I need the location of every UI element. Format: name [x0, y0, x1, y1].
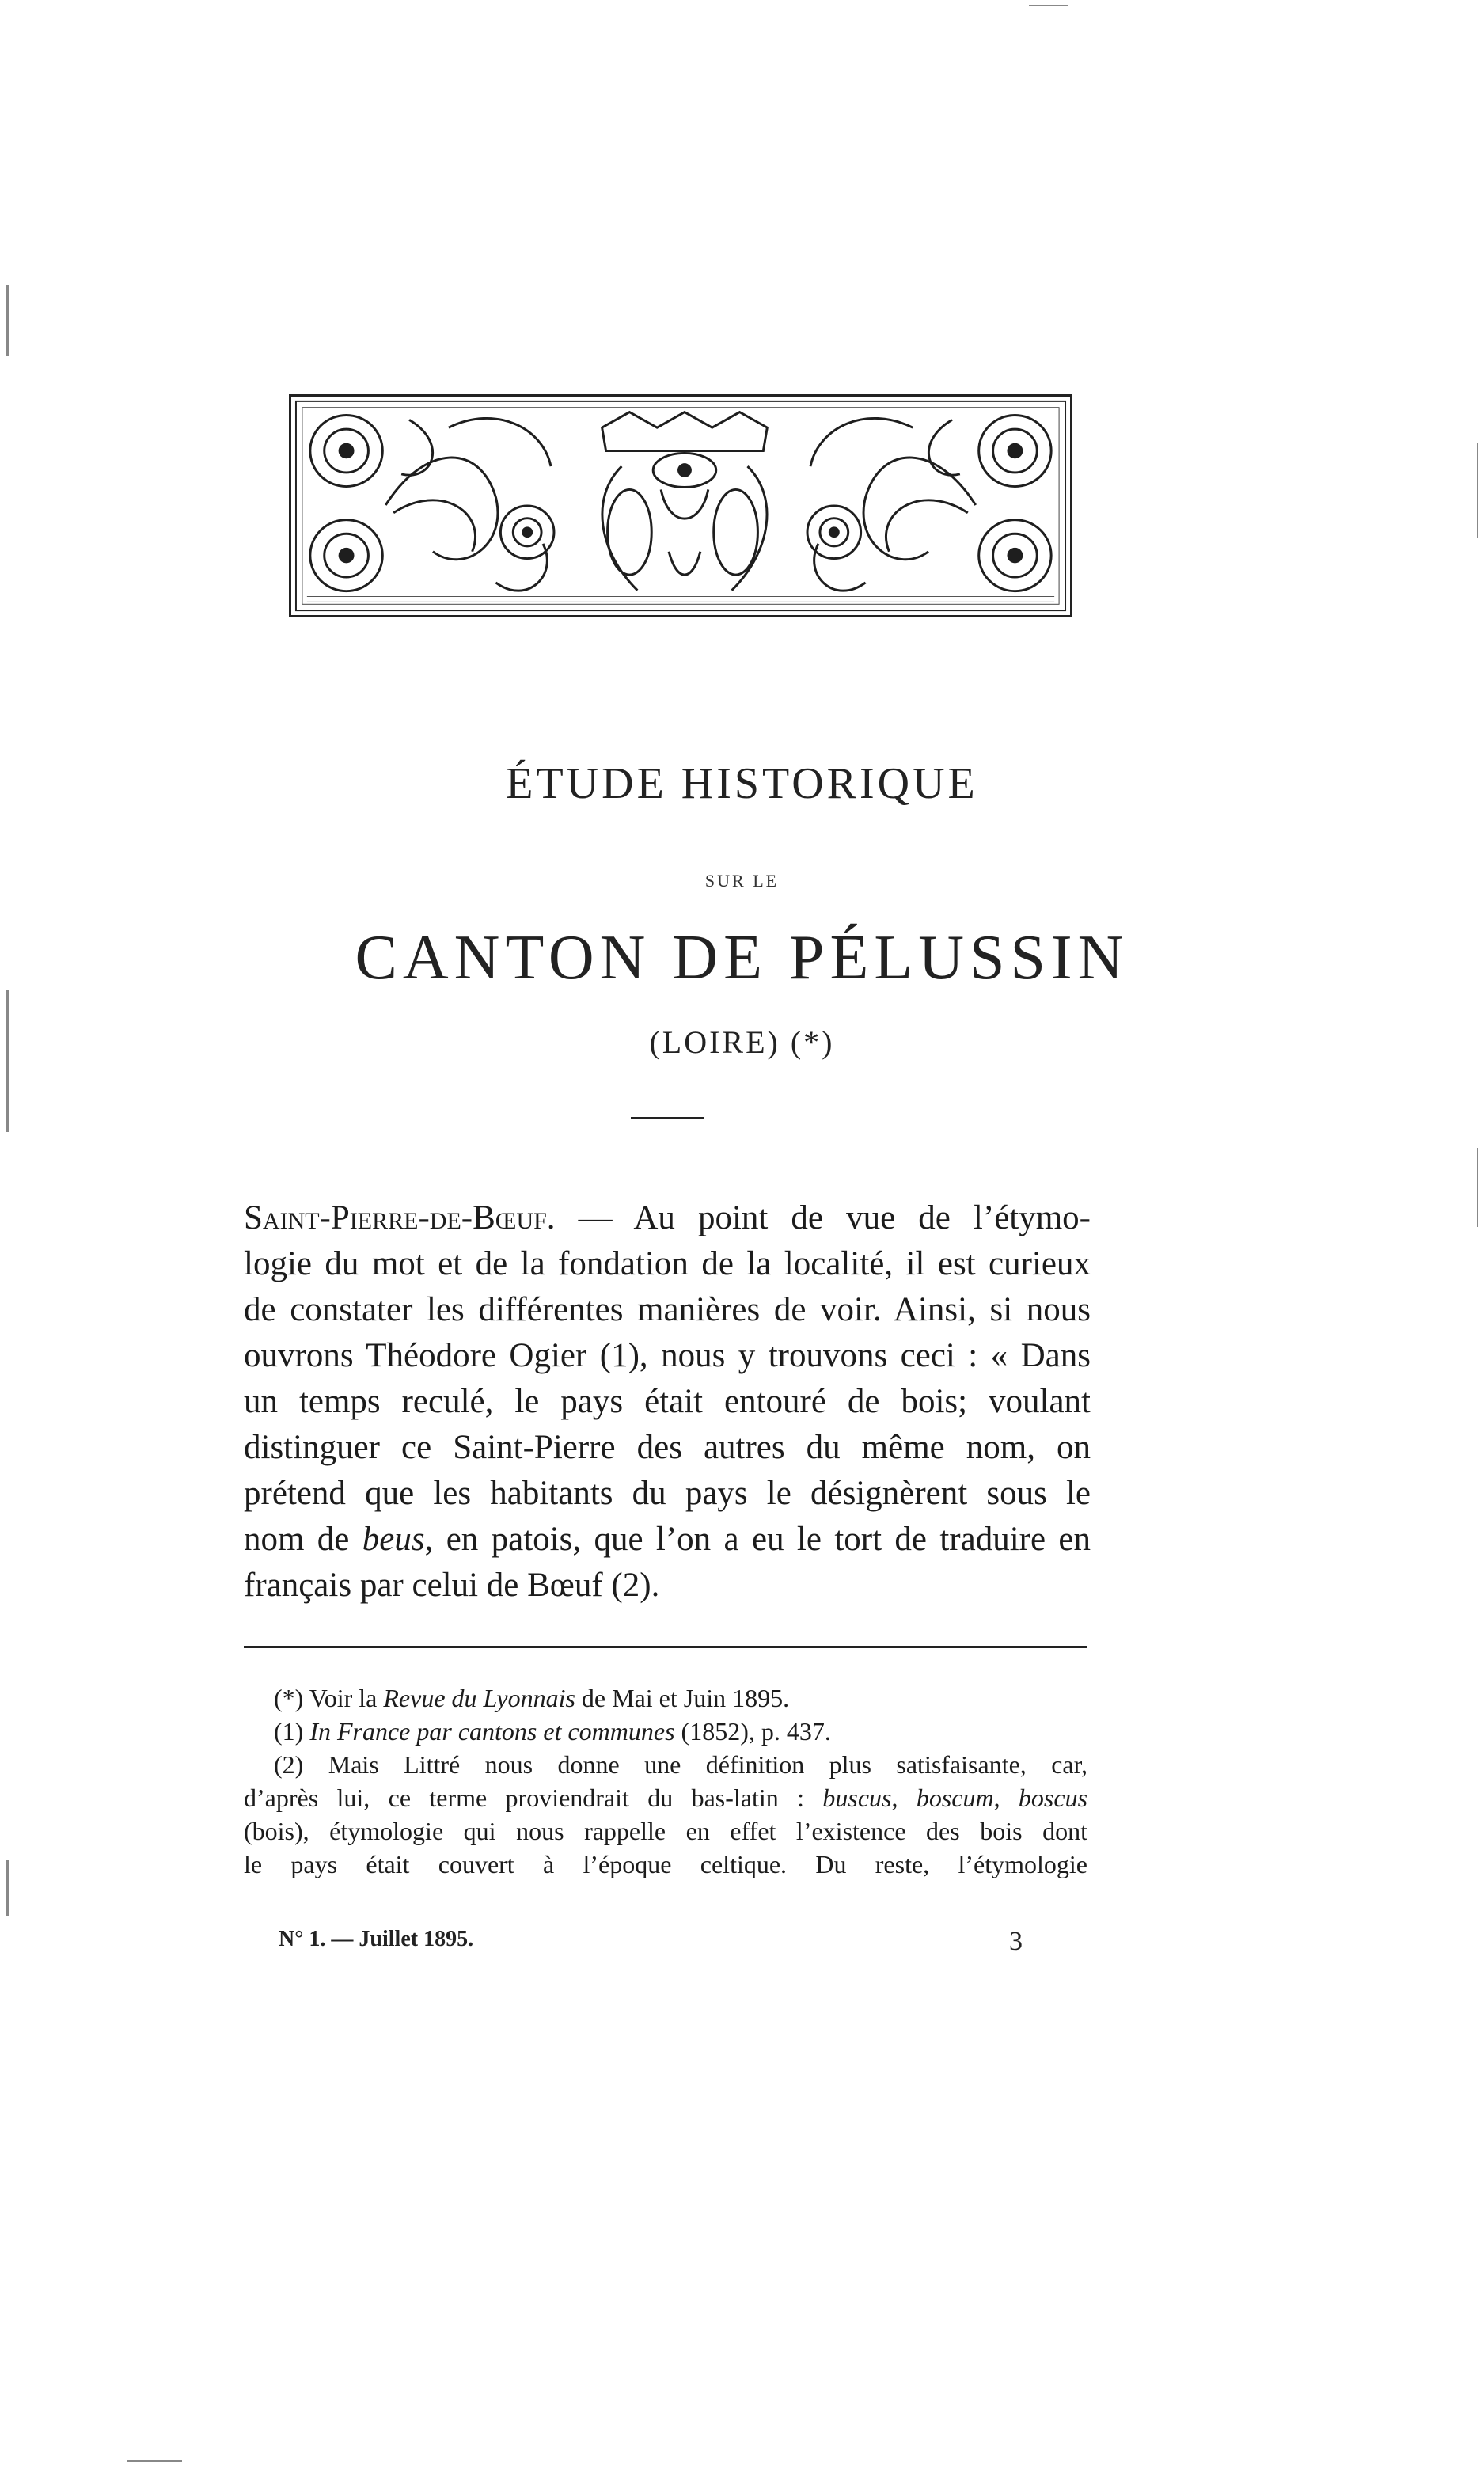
scan-edge-mark: [127, 2460, 182, 2462]
italic-word: beus: [362, 1521, 425, 1558]
text-fragment: (1): [274, 1717, 310, 1746]
text-line: distinguer ce Saint-Pierre des autres du même nom, on: [244, 1429, 1091, 1466]
text-fragment: nom de: [244, 1521, 362, 1558]
text-fragment: ,: [993, 1784, 1019, 1812]
footnote-2-line: le pays était couvert à l’époque celtique. Du reste, l’étymologie: [244, 1850, 1087, 1878]
text-line: de constater les différentes manières de voir. Ainsi, si nous: [244, 1291, 1091, 1328]
italic-word: boscum: [916, 1784, 994, 1812]
text-fragment: (1852), p. 437.: [674, 1717, 831, 1746]
text-line: ouvrons Théodore Ogier (1), nous y trouvons ceci : « Dans: [244, 1337, 1091, 1374]
title-divider: [631, 1117, 704, 1119]
italic-title: Revue du Lyonnais: [383, 1684, 575, 1712]
scan-edge-mark: [1477, 443, 1478, 538]
scan-edge-mark: [6, 990, 9, 1132]
text-line: [244, 1517, 1091, 1563]
text-line: [244, 1195, 1091, 1241]
issue-label: N° 1. — Juillet 1895.: [279, 1927, 474, 1951]
main-heading: CANTON DE PÉLUSSIN: [355, 923, 1129, 993]
place-name-smallcaps: Saint-Pierre-de-Bœuf.: [244, 1199, 556, 1236]
text-fragment: , en patois, que l’on a eu le tort de traduire en: [424, 1521, 1091, 1558]
text-fragment: (*) Voir la: [274, 1684, 384, 1712]
text-fragment: d’après lui, ce terme proviendrait du bas-latin :: [244, 1784, 823, 1812]
text-line: un temps reculé, le pays était entouré de bois; voulant: [244, 1383, 1091, 1420]
footnote-1: [244, 1715, 1087, 1748]
footnote-2-line: (2) Mais Littré nous donne une définition plus satisfaisante, car,: [274, 1750, 1087, 1779]
text-fragment: de Mai et Juin 1895.: [575, 1684, 790, 1712]
text-line: français par celui de Bœuf (2).: [244, 1567, 660, 1604]
scan-edge-mark: [1029, 5, 1068, 6]
text-fragment: ,: [891, 1784, 917, 1812]
text-line: prétend que les habitants du pays le désignèrent sous le: [244, 1475, 1091, 1512]
body-paragraph: [244, 1195, 1091, 1609]
footnote-star: [244, 1681, 1087, 1715]
page-title: ÉTUDE HISTORIQUE: [506, 759, 978, 808]
italic-title: In France par cantons et communes: [309, 1717, 675, 1746]
scan-edge-mark: [6, 285, 9, 356]
decorative-headpiece-ornament: [289, 394, 1072, 617]
ornament-engraving-icon: [291, 397, 1070, 615]
scan-edge-mark: [6, 1860, 9, 1916]
region-subtitle: (LOIRE) (*): [649, 1024, 835, 1060]
italic-word: buscus: [822, 1784, 892, 1812]
footnote-divider: [244, 1646, 1087, 1648]
footnote-2-line: (bois), étymologie qui nous rappelle en effet l’existence des bois dont: [244, 1817, 1087, 1845]
title-connector: SUR LE: [704, 871, 780, 891]
footnotes: [244, 1681, 1087, 1881]
page-number: 3: [1009, 1927, 1023, 1956]
footnote-2-line: [244, 1781, 1087, 1814]
text-line: logie du mot et de la fondation de la localité, il est curieux: [244, 1245, 1091, 1282]
italic-word: boscus: [1018, 1784, 1088, 1812]
text-fragment: — Au point de vue de l’étymo-: [555, 1199, 1091, 1236]
scan-edge-mark: [1477, 1148, 1478, 1227]
